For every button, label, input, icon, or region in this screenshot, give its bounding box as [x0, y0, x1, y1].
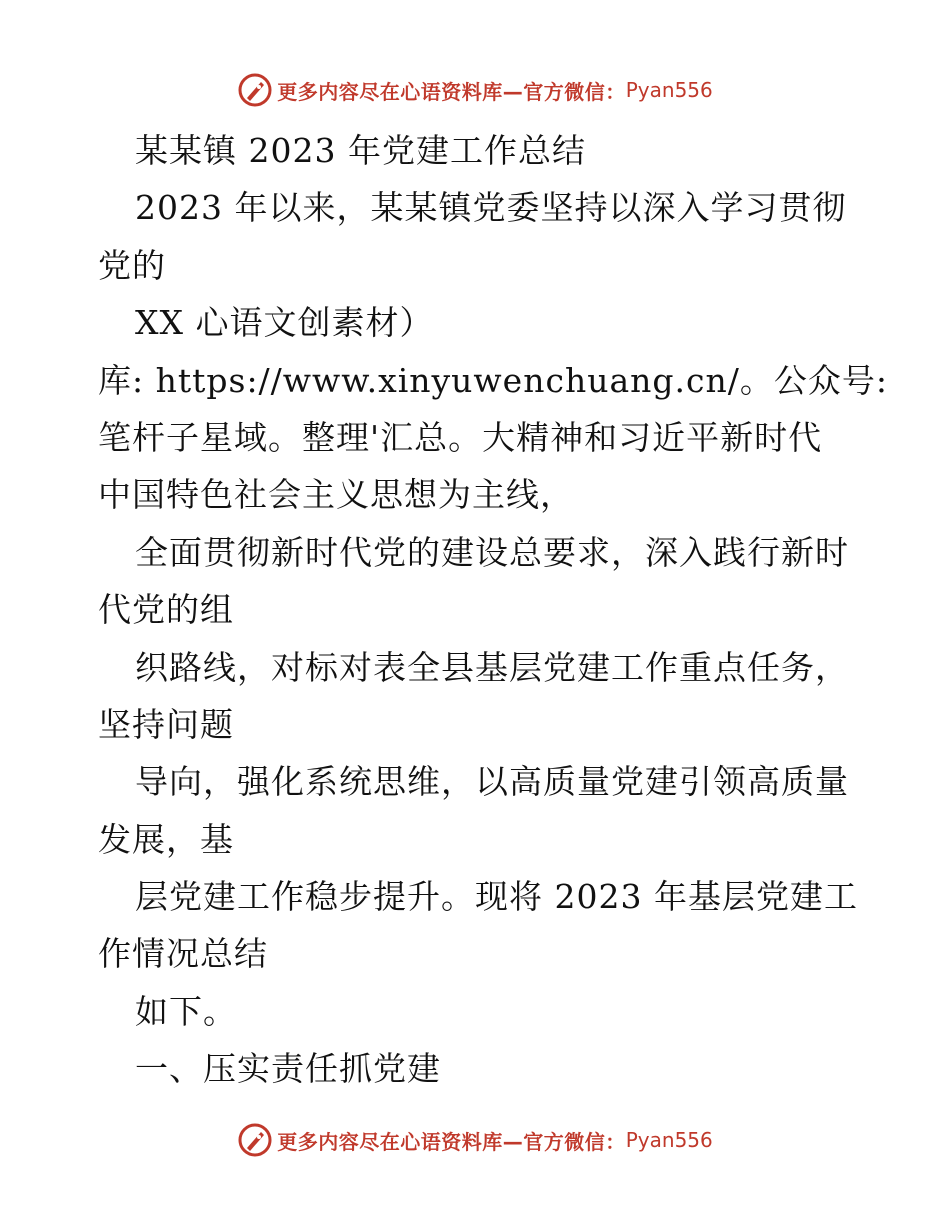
paragraph-line: 导向，强化系统思维，以高质量党建引领高质量	[135, 762, 849, 802]
paragraph-line: XX 心语文创素材）	[135, 303, 434, 343]
banner-text: 更多内容尽在心语资料库—官方微信：	[277, 79, 626, 104]
section-heading: 一、压实责任抓党建	[135, 1049, 441, 1089]
paragraph-line: 作情况总结	[98, 934, 268, 974]
pen-nib-circle-icon	[237, 72, 273, 108]
banner-text: 更多内容尽在心语资料库—官方微信：	[277, 1129, 626, 1154]
document-body	[98, 122, 888, 1098]
paragraph-line: 层党建工作稳步提升。现将 2023 年基层党建工	[135, 877, 858, 917]
paragraph-line: 笔杆子星域。整理'汇总。大精神和习近平新时代	[98, 417, 823, 457]
banner-wechat-id: Pyan556	[625, 78, 713, 102]
header-banner	[0, 70, 950, 110]
paragraph-line: 代党的组	[98, 590, 234, 630]
paragraph-line: 如下。	[135, 991, 237, 1031]
paragraph-line: 中国特色社会主义思想为主线，	[98, 475, 574, 515]
paragraph-line: 织路线，对标对表全县基层党建工作重点任务，	[135, 647, 849, 687]
banner-wechat-id: Pyan556	[625, 1128, 713, 1152]
paragraph-line: 坚持问题	[98, 704, 234, 744]
footer-banner	[0, 1120, 950, 1160]
paragraph-line: 2023 年以来，某某镇党委坚持以深入学习贯彻	[135, 188, 847, 228]
document-title: 某某镇 2023 年党建工作总结	[135, 131, 586, 170]
paragraph-line: 全面贯彻新时代党的建设总要求，深入践行新时	[135, 532, 849, 572]
paragraph-line: 党的	[98, 245, 166, 285]
paragraph-line: 库: https://www.xinyuwenchuang.cn/。公众号:	[98, 360, 888, 400]
paragraph-line: 发展，基	[98, 819, 234, 859]
pen-nib-circle-icon	[237, 1122, 273, 1158]
